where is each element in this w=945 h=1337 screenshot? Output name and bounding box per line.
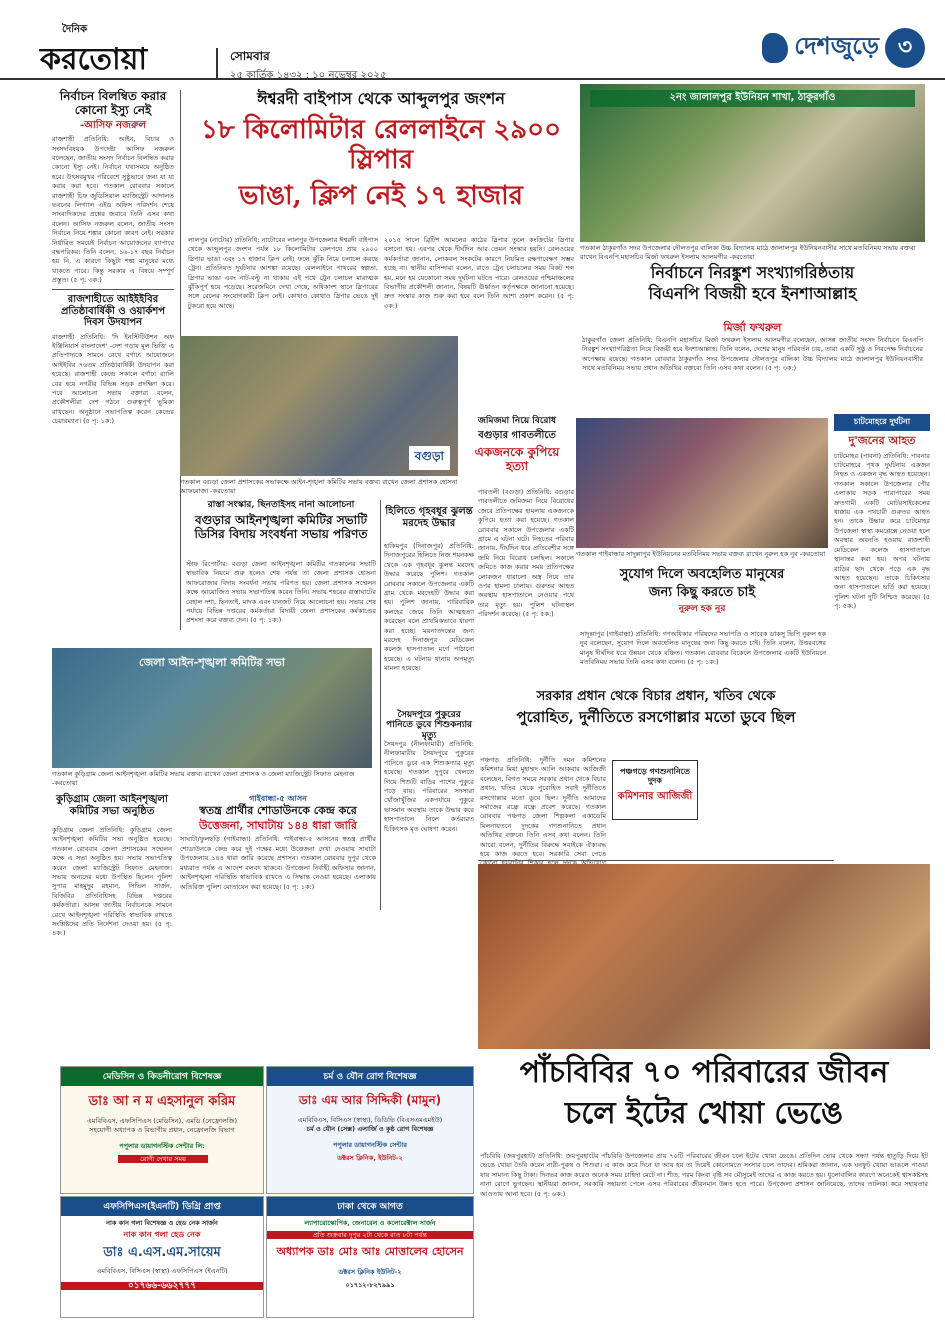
ad-doctor: ডাঃ আ ন ম এহসানুল করিম <box>88 1094 236 1109</box>
story-body-col1: পঞ্চগড় প্রতিনিধি: দুর্নীতি দমন কমিশনের কমিশনার মিয়া মুহাম্মদ আলি আকবার আজিজী বলেছেন, বিগত সময়ে সরকার প্রধান থেকে বিচার প্রধান, খতিব থেকে পুরোহিত সবাই দুর্নীতিতে রসগোল্লার মতো ডুবে ছিল। দুর্নীতি আমাদের সমাজের রন্ধ্রে রন্ধ্রে প্রবেশ করেছে। গতকাল রোববার পঞ্চগড় জেলা শিল্পকলা একাডেমি মিলনায়তনে দুদকের গণশুনানিতে প্রধান অতিথির বক্তব্যে তিনি এসব কথা বলেন। তিনি আরো বলেন, দুর্নীতির বিরুদ্ধে সবাইকে ঐক্যবদ্ধ হয়ে কাজ করতে হবে। সরকারি সেবা পেতে <box>480 756 606 859</box>
section-label <box>762 22 925 74</box>
nurul-rally-photo <box>576 418 828 548</box>
story-headline: বগুড়ার আইনশৃঙ্খলা কমিটির সভাটি ডিসির বিদায় সংবর্ধনা সভায় পরিণত <box>194 513 368 541</box>
brick-story-head <box>478 1056 930 1146</box>
lead-body-col2: ২০১৫ সালে ব্রিটিশ আমলের কাঠের স্লিপার তুলে কংক্রিটের স্লিপার বসানো হয়। এরপর থেকে দীর্ঘদিন আর তেমন সংস্কার হয়নি। রেলওয়ের কর্মকর্তারা জানান, লোকবল সংকটের কারণে নিয়মিত রক্ষণাবেক্ষণ সম্ভব হচ্ছে না। স্থানীয় বাসিন্দারা বলেন, রাতে ট্রেন চলাচলের সময় বিকট শব্দ হয়, মনে হয় যেকোনো সময় দুর্ঘটনা ঘটতে পারে। রেলওয়ের পশ্চিমাঞ্চলের বিভাগীয় প্রকৌশলী জানান, বিষয়টি ঊর্ধ্বতন কর্তৃপক্ষকে জানানো হয়েছে। দ্রুত সংস্কার কাজ শুরু করা হবে বলে তিনি আশা প্রকাশ করেন। (৫ পৃ: ৩ক:) <box>384 236 574 310</box>
story-headline-1: সরকার প্রধান থেকে বিচার প্রধান, খতিব থেকে <box>536 689 776 704</box>
story-headline: কুড়িগ্রাম জেলা আইনশৃঙ্খলা কমিটির সভা অনুষ্ঠিত <box>56 794 168 817</box>
side-kicker: পঞ্চগড়ে গণশুনানিতে দুদক <box>620 766 690 786</box>
photo-banner: জেলা আইন-শৃঙ্খলা কমিটির সভা <box>139 656 285 669</box>
story-body: স্টাফ রিপোর্টার: বগুড়া জেলা আইনশৃঙ্খলা কমিটির গতকালের সভাটি স্বাভাবিক নিয়মে শুরু হলেও শেষ পর্যন্ত তা জেলা প্রশাসক হোসনা আফরোজার বিদায় সংবর্ধনা সভায় পরিণত হয়। জেলা প্রশাসক সম্মেলন কক্ষে আয়োজিত সভায় সভাপতিত্ব করেন তিনি। সভায় শহরের রাস্তাঘাটের বেহাল দশা, ছিনতাই, মাদক এবং যানজট নিয়ে আলোচনা হয়। সভার শেষ পর্যায়ে বিভিন্ন দপ্তরের কর্মকর্তারা বিদায়ী জেলা প্রশাসকের কর্মকাণ্ডের প্রশংসা করে বক্তব্য দেন। (৫ পৃ: ১ক:) <box>186 560 376 625</box>
story-headline-2: চলে ইটের খোয়া ভেঙে <box>565 1095 843 1131</box>
ad-chamber: ডক্টরস ক্লিনিক ইউনিট-২ <box>338 1268 402 1276</box>
story-body: কুড়িগ্রাম জেলা প্রতিনিধি: কুড়িগ্রাম জেলা আইনশৃঙ্খলা কমিটির সভা অনুষ্ঠিত হয়েছে। গতকাল রোববার জেলা প্রশাসকের সম্মেলন কক্ষে এ সভা অনুষ্ঠিত হয়। সভায় সভাপতিত্ব করেন জেলা ম্যাজিস্ট্রেট সিফাত মেহনাজ। সভায় অন্যদের মধ্যে উপস্থিত ছিলেন পুলিশ সুপার মাহমুদুর রহমান, সিভিল সার্জন, বিজিবির প্রতিনিধিসহ বিভিন্ন দপ্তরের কর্মকর্তারা। আসন্ন জাতীয় নির্বাচনকে সামনে রেখে আইনশৃঙ্খলা পরিস্থিতি স্বাভাবিক রাখতে সংশ্লিষ্টদের প্রতি নির্দেশনা দেওয়া হয়। (৫ পৃ: ৪ক:) <box>52 826 172 938</box>
ad-degree: এমবিবিএস, বিসিএস (স্বাস্থ্য), ডিডিভি (বিএসএমএমইউ) <box>297 1116 443 1124</box>
story-byline: নুরুল হক নুর <box>678 603 726 614</box>
doctor-ad-1 <box>60 1066 264 1194</box>
photo-label: বগুড়া <box>409 446 450 470</box>
story-headline-1: সুযোগ দিলে অবহেলিত মানুষের <box>619 567 785 582</box>
ad-chamber: পপুলার ডায়াগনস্টিক সেন্টার লি: <box>119 1142 205 1150</box>
story-body: রাজশাহী প্রতিনিধি: আইন, বিচার ও সংসদবিষয়ক উপদেষ্টা আসিফ নজরুল বলেছেন, জাতীয় সংসদ নির্বাচন বিলম্বিত করার কোনো ইস্যু নেই। নির্বাচন যথাসময়ে অনুষ্ঠিত হবে। উৎসবমুখর পরিবেশে সুষ্ঠুভাবে জন্য যা যা করার করা হবে। গতকাল রোববার সকালে রাজশাহী চিফ জুডিসিয়াল ম্যাজিস্ট্রেট আদালত ভবনের লিগ্যাল এইড অফিস পরিদর্শন শেষে সাংবাদিকদের প্রশ্নের জবাবে তিনি এসব কথা বলেন। আসিফ নজরুল বলেন, জাতীয় সংসদ নির্বাচন নিয়ে শঙ্কার কোনো কারণ নেই। সরকার নির্ধারিত সময়েই নির্বাচন আয়োজনের ব্যাপারে বদ্ধপরিকর। তিনি বলেন, ১৬-১৭ বছর নির্বাচন হয় নি, এ কারণে কিছুটা শঙ্কা মানুষের মধ্যে থাকতে পারে। কিন্তু সরকার এ বিষয়ে সম্পূর্ণ প্রস্তুত। (৫ পৃ: ৩ক:) <box>52 135 174 285</box>
section-name: দেশজুড়ে <box>794 31 879 60</box>
ad-title: চর্ম ও যৌন রোগ বিশেষজ্ঞ <box>267 1067 473 1086</box>
story-place: বগুড়ার গাবতলীতে <box>478 430 556 442</box>
map-icon <box>762 33 788 63</box>
page-number: ৩ <box>885 28 925 68</box>
ad-title: মেডিসিন ও কিডনীরোগ বিশেষজ্ঞ <box>61 1067 263 1086</box>
ad-doctor: অধ্যাপক ডাঃ মোঃ আঃ মোত্তালেব হোসেন <box>276 1245 464 1258</box>
kurigram-meeting-photo <box>52 648 372 768</box>
corruption-side-box <box>612 760 698 820</box>
ad-days: প্রতি শুক্রবার দুপুর ২টা থেকে রাত ৮টা পর্যন্ত <box>267 1231 473 1240</box>
chatmohar-column <box>834 414 930 884</box>
story-headline: সৈয়দপুরে পুকুরের পানিতে ডুবে শিশুকন্যার মৃত্যু <box>385 710 473 741</box>
ad-phone: ০১৭৬৬-৬৬২৭৭৭ <box>61 1282 263 1291</box>
gaibandha-story <box>180 794 376 914</box>
story-body: পাঁচবিবি (জয়পুরহাট) প্রতিনিধি: জয়পুরহাটের পাঁচবিবি উপজেলার প্রায় ৭০টি পরিবারের জীবন চলে ইটের খোয়া ভেঙে। প্রতিদিন ভোর থেকে সন্ধ্যা পর্যন্ত হাতুড়ি দিয়ে ইট ভেঙে খোয়া তৈরি করেন নারী-পুরুষ ও শিশুরা। এ কাজ করে দিনে যা আয় হয় তা দিয়েই কোনোমতে সংসার চলে তাদের। শ্রমিকরা জানান, এক ঘনফুট খোয়া ভাঙলে পাওয়া যায় সামান্য কিছু টাকা। দিনভর কাজ করেও অনেক সময় চাহিদা মেটে না। শীত, গরম কিংবা বৃষ্টি সব মৌসুমেই তাদের এ কাজ করতে হয়। ধুলোবালির কারণে অনেকেই শ্বাসকষ্টসহ নানা রোগে ভুগছেন। স্থানীয়রা জানান, সরকারি সহায়তা পেলে এসব পরিবারের জীবনমান উন্নত হতে পারে। উপজেলা প্রশাসন জানিয়েছে, তাদের তালিকা করে সহায়তার আওতায় আনা হবে। (৫ পৃ: ৬ক:) <box>480 1152 928 1198</box>
story-headline: হিলিতে গৃহবধূর ঝুলন্ত মরদেহ উদ্ধার <box>385 506 473 529</box>
story-headline: একজনকে কুপিয়ে হত্যা <box>474 444 560 473</box>
story-headline: রাজশাহীতে আইইইবির প্রতিষ্ঠাবার্ষিকী ও ওয়ার্কশপ দিবস উদযাপন <box>60 294 166 329</box>
side-name: কমিশনার আজিজী <box>617 791 693 803</box>
lead-story-head <box>186 84 576 216</box>
ad-sub: নাক কান গলা বিশেষজ্ঞ ও হেড নেক সার্জন <box>106 1219 218 1227</box>
story-headline-2: জন্য কিছু করতে চাই <box>648 584 756 600</box>
ad-phone: ০১৭১২-৮২৭৯৯১ <box>345 1280 395 1289</box>
story-kicker: গাইবান্ধা-৫ আসন <box>249 793 307 803</box>
story-headline-1: পাঁচবিবির ৭০ পরিবারের জীবন <box>519 1055 889 1090</box>
story-body: রাজশাহী প্রতিনিধি: 'দি ইনস্টিটিউশন অফ ইঞ্জিনিয়ার্স বাংলাদেশ' -দেশ গড়ায় মূল ভিত্তি' এ প্রতিপাদ্যকে সামনে রেখে বর্ণাঢ্য আয়োজনে আইইবির ৭৬তম প্রতিষ্ঠাবার্ষিকী উদযাপন করা হয়েছে। রাজশাহী কেন্দ্রে সকালে বর্ণাঢ্য র‍্যালি বের হয়ে নগরীর বিভিন্ন সড়ক প্রদক্ষিণ করে। পরে আলোচনা সভায় বক্তারা বলেন, প্রকৌশলীরা দেশ গঠনে গুরুত্বপূর্ণ ভূমিকা রাখছেন। অনুষ্ঠানে সভাপতিত্ব করেন কেন্দ্রের চেয়ারম্যান। (৫ পৃ: ১ক:) <box>52 332 174 426</box>
story-headline: নির্বাচন বিলম্বিত করার কোনো ইস্যু নেই <box>59 89 167 117</box>
ad-icons: নাক কান গলা হেড নেক <box>123 1229 201 1239</box>
story-body: সাঘাটা/ফুলছড়ি (গাইবান্ধা) প্রতিনিধি: গাইবান্ধা-৫ আসনের স্বতন্ত্র প্রার্থীর শোডাউনকে কেন্দ্র করে দুই পক্ষের মধ্যে উত্তেজনা দেখা দেওয়ায় সাঘাটা উপজেলায় ১৪৪ ধারা জারি করেছে প্রশাসন। গতকাল রোববার দুপুর থেকে মধ্যরাত পর্যন্ত এ আদেশ বলবৎ থাকবে। উপজেলা নির্বাহী অফিসার জানান, আইনশৃঙ্খলা পরিস্থিতি স্বাভাবিক রাখতে এ সিদ্ধান্ত নেওয়া হয়েছে। এলাকায় অতিরিক্ত পুলিশ মোতায়েন করা হয়েছে। (৫ পৃ: ১ক:) <box>180 835 376 891</box>
doctor-ad-4 <box>266 1196 474 1318</box>
story-body: চাটমোহর (পাবনা) প্রতিনিধি: পাবনার চাটমোহরে পৃথক দুর্ঘটনায় একজন নিহত ও একজন বৃদ্ধ আহত হয়েছেন। গতকাল সকালে উপজেলার পৌর এলাকায় সড়ক পারাপারের সময় দ্রুতগামী একটি মোটরসাইকেলের ধাক্কায় এক পথচারী গুরুতর আহত হন। তাকে উদ্ধার করে চাটমোহর উপজেলা স্বাস্থ্য কমপ্লেক্সে নেওয়া হলে অবস্থার অবনতি হওয়ায় রাজশাহী মেডিকেল কলেজ হাসপাতালে স্থানান্তর করা হয়। অপর ঘটনায় বাড়ির ছাদ থেকে পড়ে এক বৃদ্ধ আহত হয়েছেন। তাকে চিকিৎসার জন্য হাসপাতালে ভর্তি করা হয়েছে। পুলিশ ঘটনা দুটি নিশ্চিত করেছে। (৫ পৃ: ৫ক:) <box>834 451 930 611</box>
section-tag: চাটমোহরে দুর্ঘটনা <box>834 414 930 431</box>
date-full: ২৫ কার্তিক ১৪৩২ : ১০ নভেম্বর ২০২৫ <box>230 70 387 81</box>
story-byline: -আসিফ নজরুল <box>79 119 147 131</box>
ad-doctor: ডাঃ এ.এস.এম.সায়েম <box>103 1245 221 1260</box>
ad-sub: ল্যাপারোস্কোপিক, জেনারেল ও কলোরেক্টাল সার্জন <box>304 1219 436 1227</box>
story-body: গাবতলী (বগুড়া) প্রতিনিধি: বগুড়ার গাবতলীতে জমিজমা নিয়ে বিরোধের জেরে প্রতিপক্ষের হামলায় একজনকে কুপিয়ে হত্যা করা হয়েছে। গতকাল রোববার সকালে উপজেলার একটি গ্রামে এ ঘটনা ঘটে। নিহতের পরিবার জানায়, দীর্ঘদিন ধরে প্রতিবেশীর সঙ্গে জমি নিয়ে বিরোধ চলছিল। সকালে জমিতে কাজ করার সময় প্রতিপক্ষের লোকজন ধারালো অস্ত্র নিয়ে তার ওপর হামলা চালায়। গুরুতর আহত অবস্থায় হাসপাতালে নেওয়ার পথে তার মৃত্যু হয়। পুলিশ ঘটনাস্থল পরিদর্শন করেছে। (৫ পৃ: ৫ক:) <box>478 488 574 619</box>
ad-degree: এমবিবিএস, বিসিএস (স্বাস্থ্য) এফসিপিএস (ইএনটি) <box>96 1267 228 1275</box>
photo-banner: ২নং জালালপুর ইউনিয়ন শাখা, ঠাকুরগাঁও <box>590 90 915 107</box>
bogura-meeting-photo <box>180 336 458 476</box>
ad-time: রোগী দেখার সময় <box>118 1155 208 1164</box>
story-body: হাকিমপুর (দিনাজপুর) প্রতিনিধি: দিনাজপুরের হিলিতে নিজ শয়নকক্ষ থেকে এক গৃহবধূর ঝুলন্ত মরদেহ উদ্ধার করেছে পুলিশ। গতকাল রোববার সকালে উপজেলার একটি গ্রাম থেকে মরদেহটি উদ্ধার করা হয়। পুলিশ জানায়, পারিবারিক কলহের জেরে তিনি আত্মহত্যা করেছেন বলে প্রাথমিকভাবে ধারণা করা হচ্ছে। ময়নাতদন্তের জন্য মরদেহ দিনাজপুর মেডিকেল কলেজ হাসপাতাল মর্গে পাঠানো হয়েছে। এ ঘটনায় থানায় অপমৃত্যু মামলা হয়েছে। <box>384 542 474 673</box>
lead-kicker: ঈশ্বরদী বাইপাস থেকে আব্দুলপুর জংশন <box>257 89 505 108</box>
ad-doctor: ডাঃ এম আর সিদ্দিকী (মামুন) <box>298 1093 442 1107</box>
story-body: সাদুল্লাপুর (গাইবান্ধা) প্রতিনিধি: গণঅধিকার পরিষদের সভাপতি ও সাবেক ডাকসু ভিপি নুরুল হক নুর বলেছেন, সুযোগ দিলে অবহেলিত মানুষের জন্য কিছু করতে চাই। তিনি বলেন, উত্তরবঙ্গের মানুষ দীর্ঘদিন ধরে উন্নয়ন থেকে বঞ্চিত। গতকাল রোববার বিকেলে উপজেলার একটি ইউনিয়নে মতবিনিময় সভায় তিনি এসব কথা বলেন। (৫ পৃ: ১ক:) <box>580 630 826 667</box>
ad-title: এফসিপিএস(ইএনটি) ডিগ্রি প্রাপ্ত <box>61 1197 263 1216</box>
corruption-story-head <box>478 690 834 750</box>
lead-headline-1: ১৮ কিলোমিটার রেললাইনে ২৯০০ স্লিপার <box>201 115 561 176</box>
paper-name: করতোয়া <box>40 42 148 77</box>
murder-story-head <box>462 416 572 486</box>
ad-title: ঢাকা থেকে আগত <box>267 1197 473 1216</box>
story-headline-2: পুরোহিত, দুর্নীতিতে রসগোল্লার মতো ডুবে ছিল <box>516 707 796 726</box>
story-byline: মির্জা ফখরুল <box>723 321 782 334</box>
lead-headline-2: ভাঙা, ক্লিপ নেই ১৭ হাজার <box>239 181 523 212</box>
story-headline-1: স্বতন্ত্র প্রার্থীর শোডাউনকে কেন্দ্র করে <box>199 804 357 818</box>
ad-chamber: পপুলার ডায়াগনস্টিক সেন্টার <box>333 1141 407 1149</box>
doctor-ad-2 <box>266 1066 474 1194</box>
photo-caption: গতকাল কুড়িগ্রাম জেলা আইনশৃঙ্খলা কমিটির সভায় বক্তব্য রাখেন জেলা প্রশাসক ও জেলা ম্যাজিস্ট্রেট সিফাত মেহনাজ -করতোয়া <box>52 770 355 787</box>
doctor-ad-3 <box>60 1196 264 1318</box>
mirza-story-head <box>580 264 925 322</box>
paper-tag: দৈনিক <box>62 24 88 35</box>
story-headline-1: নির্বাচনে নিরঙ্কুশ সংখ্যাগরিষ্ঠতায় <box>650 263 855 282</box>
photo-caption: গতকাল বগুড়া জেলা প্রশাসকের সভাকক্ষে আইন-শৃঙ্খলা কমিটির সভায় বক্তব্য রাখেন জেলা প্রশাসক হোসনা আফরোজা -করতোয়া <box>180 478 458 495</box>
brick-worker-photo <box>478 864 930 1049</box>
ad-chamber: ডক্টরস ক্লিনিক, ইউনিট-২ <box>337 1153 403 1162</box>
date-box <box>216 48 496 81</box>
rally-photo <box>580 84 925 242</box>
photo-caption: গতকাল ঠাকুরগাঁও সদর উপজেলার দৌলতপুর বালিকা উচ্চ বিদ্যালয় মাঠে জালালপুর ইউনিয়নবাসীর সাথে মতবিনিময় সভায় বক্তব্য রাখেন বিএনপি মহাসচিব মির্জা ফখরুল ইসলাম আলমগীর -করতোয়া <box>580 244 916 261</box>
ad-degree: এমবিবিএস, এফসিপিএস (মেডিসিন), এমডি (নেফ্রোলজি) <box>86 1117 238 1125</box>
ad-info: চর্ম ও যৌন (সেক্স) এলার্জি ও কুষ্ঠ রোগ বিশেষজ্ঞ <box>306 1124 434 1133</box>
story-headline: দু'জনের আহত <box>848 434 916 447</box>
ad-info: সহযোগী অধ্যাপক ও বিভাগীয় প্রধান, নেফ্রোলজি বিভাগ <box>89 1125 235 1134</box>
date-day: সোমবার <box>230 49 270 63</box>
masthead <box>0 0 945 80</box>
nurul-story-head <box>576 568 828 628</box>
story-headline-2: উত্তেজনা, সাঘাটায় ১৪৪ ধারা জারি <box>199 818 357 832</box>
story-kicker: রাস্তা সংস্কার, ছিনতাইসহ নানা আলোচনা <box>207 500 355 510</box>
lead-body-col1: লালপুর (নাটোর) প্রতিনিধি: নাটোরের লালপুর উপজেলার ঈশ্বরদী বাইপাস থেকে আব্দুলপুর জংশন পর্যন্ত ১৮ কিলোমিটার রেলপথে প্রায় ২৯০০ স্লিপার ভাঙা এবং ১৭ হাজার ক্লিপ নেই। ফলে ঝুঁকি নিয়ে চলাচল করছে ট্রেন। প্রতিনিয়ত দুর্ঘটনার আশঙ্কা রয়েছে। রেললাইনে পাথরের স্বল্পতা, স্লিপার ভাঙা এবং নাট-বল্টু না থাকায় এই পথে ট্রেন চলাচল মারাত্মক ঝুঁকিপূর্ণ হয়ে পড়েছে। সরেজমিনে দেখা গেছে, অধিকাংশ স্থানে স্লিপারের সঙ্গে রেলের সংযোগকারী ক্লিপ নেই। কোথাও কোথাও স্লিপার ভেঙে দুই টুকরো হয়ে আছে। <box>188 236 378 310</box>
story-headline-2: বিএনপি বিজয়ী হবে ইনশাআল্লাহ <box>648 284 857 304</box>
story-kicker: জমিজমা নিয়ে বিরোধ <box>477 416 557 426</box>
photo-caption: গতকাল গাইবান্ধার সাদুল্লাপুর ইউনিয়নের মতবিনিময় সভায় বক্তব্য রাখেন নুরুল হক নুর -করতোয়া <box>576 550 826 558</box>
story-body: ঠাকুরগাঁও জেলা প্রতিনিধি: বিএনপি মহাসচিব মির্জা ফখরুল ইসলাম আলমগীর বলেছেন, আসন্ন জাতীয় সংসদ নির্বাচনে বিএনপি নিরঙ্কুশ সংখ্যাগরিষ্ঠতা নিয়ে বিজয়ী হবে ইনশাআল্লাহ। তিনি বলেন, দেশের মানুষ পরিবর্তন চায়, তারা একটি সুষ্ঠু ও নিরপেক্ষ নির্বাচনের অপেক্ষায় রয়েছে। গতকাল রোববার ঠাকুরগাঁও সদর উপজেলার দৌলতপুর বালিকা উচ্চ বিদ্যালয় মাঠে জালালপুর ইউনিয়নবাসীর সাথে মতবিনিময় সভায় প্রধান অতিথির বক্তব্যে তিনি এসব কথা বলেন। (৫ পৃ: ৩ক:) <box>582 336 923 373</box>
story-body: সৈয়দপুর (নীলফামারী) প্রতিনিধি: নীলফামারীর সৈয়দপুরে পুকুরের পানিতে ডুবে এক শিশুকন্যার মৃত্যু হয়েছে। গতকাল দুপুরে খেলতে গিয়ে শিশুটি বাড়ির পাশের পুকুরে পড়ে যায়। পরিবারের সদস্যরা খোঁজাখুঁজির একপর্যায়ে পুকুরে ভাসমান অবস্থায় তাকে উদ্ধার করে হাসপাতালে নিলে কর্তব্যরত চিকিৎসক মৃত ঘোষণা করেন। <box>384 740 474 833</box>
